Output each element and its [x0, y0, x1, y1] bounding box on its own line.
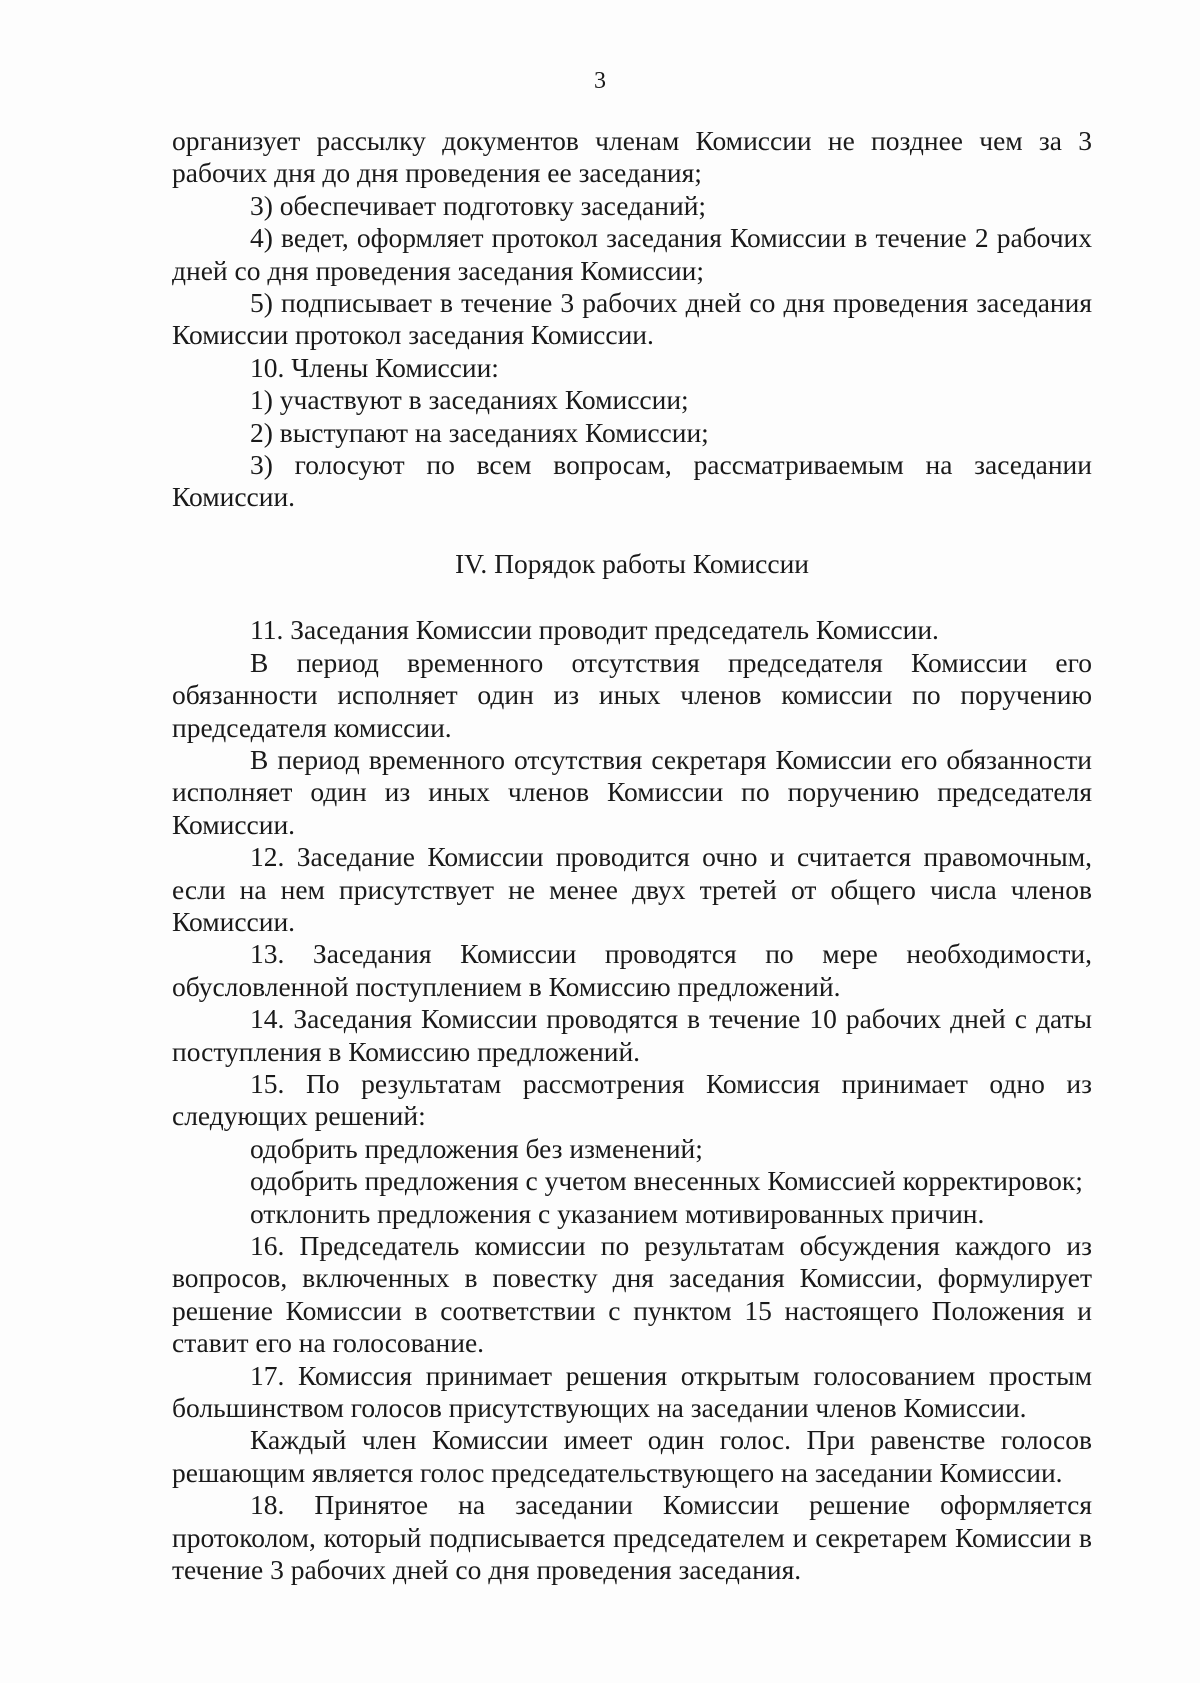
paragraph: 18. Принятое на заседании Комиссии решение оформляется протоколом, который подписывается председателем и секретарем Комиссии в течение 3 рабочих дней со дня проведения заседания. — [172, 1489, 1092, 1586]
paragraph: 15. По результатам рассмотрения Комиссия принимает одно из следующих решений: — [172, 1067, 1092, 1132]
paragraph: 3) обеспечивает подготовку заседаний; — [250, 189, 707, 221]
paragraph: 10. Члены Комиссии: — [250, 351, 499, 383]
paragraph: 3) голосуют по всем вопросам, рассматриваемым на заседании Комиссии. — [172, 449, 1092, 513]
paragraph: 14. Заседания Комиссии проводятся в течение 10 рабочих дней с даты поступления в Комиссию предложений. — [172, 1003, 1092, 1067]
paragraph: Каждый член Комиссии имеет один голос. При равенстве голосов решающим является голос председательствующего на заседании Комиссии. — [172, 1424, 1092, 1488]
paragraph: 5) подписывает в течение 3 рабочих дней со дня проведения заседания Комиссии протокол заседания Комиссии. — [172, 287, 1092, 351]
document-body — [172, 125, 1092, 1586]
paragraph: 16. Председатель комиссии по результатам обсуждения каждого из вопросов, включенных в повестку дня заседания Комиссии, формулирует решение Комиссии в соответствии с пунктом 15 настоящего Положения и ставит его на голосование. — [172, 1230, 1092, 1359]
paragraph: 13. Заседания Комиссии проводятся по мере необходимости, обусловленной поступлением в Комиссию предложений. — [172, 938, 1092, 1002]
list-item: отклонить предложения с указанием мотивированных причин. — [250, 1197, 985, 1229]
paragraph: 1) участвуют в заседаниях Комиссии; — [250, 384, 689, 416]
list-item: одобрить предложения без изменений; — [250, 1132, 703, 1164]
list-item: одобрить предложения с учетом внесенных Комиссией корректировок; — [250, 1165, 1083, 1197]
paragraph: В период временного отсутствия секретаря Комиссии его обязанности исполняет один из иных членов Комиссии по поручению председателя Комиссии. — [172, 743, 1092, 840]
paragraph: В период временного отсутствия председателя Комиссии его обязанности исполняет один из иных членов комиссии по поручению председателя комиссии. — [172, 646, 1092, 743]
paragraph: 4) ведет, оформляет протокол заседания Комиссии в течение 2 рабочих дней со дня проведения заседания Комиссии; — [172, 222, 1092, 286]
paragraph: 17. Комиссия принимает решения открытым голосованием простым большинством голосов присутствующих на заседании членов Комиссии. — [172, 1359, 1092, 1424]
paragraph: 12. Заседание Комиссии проводится очно и считается правомочным, если на нем присутствует не менее двух третей от общего числа членов Комиссии. — [172, 841, 1092, 937]
paragraph: организует рассылку документов членам Комиссии не позднее чем за 3 рабочих дня до дня проведения ее заседания; — [172, 125, 1092, 189]
page-number: 3 — [594, 68, 606, 94]
section-heading: IV. Порядок работы Комиссии — [454, 547, 810, 579]
paragraph: 2) выступают на заседаниях Комиссии; — [250, 416, 709, 448]
paragraph: 11. Заседания Комиссии проводит председатель Комиссии. — [250, 614, 939, 646]
